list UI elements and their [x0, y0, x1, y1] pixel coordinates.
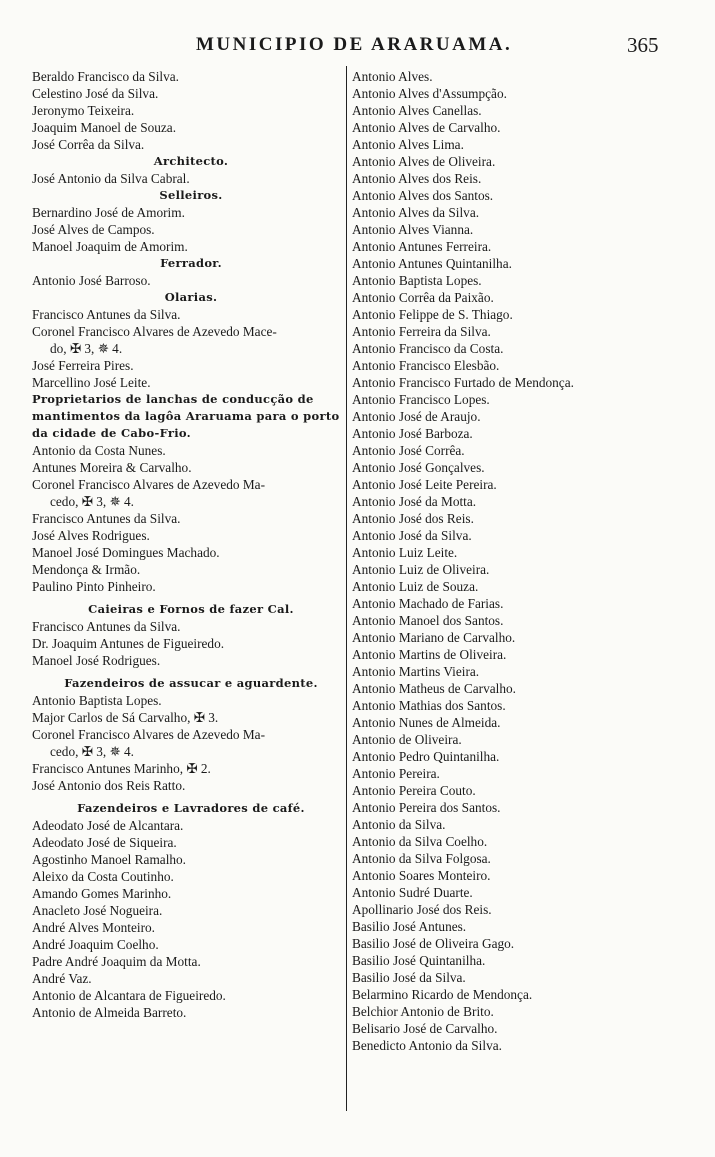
list-item: Coronel Francisco Alvares de Azevedo Mace-	[32, 324, 277, 339]
list-item: Coronel Francisco Alvares de Azevedo Ma-	[32, 477, 265, 492]
list-item: Antonio José dos Reis.	[352, 511, 474, 526]
list-item: Antonio José de Araujo.	[352, 409, 481, 424]
list-item: Antonio da Silva Coelho.	[352, 834, 488, 849]
list-item: Beraldo Francisco da Silva.	[32, 69, 179, 84]
list-item: Aleixo da Costa Coutinho.	[32, 869, 174, 884]
list-item: Antonio da Silva.	[352, 817, 446, 832]
list-item: Bernardino José de Amorim.	[32, 205, 185, 220]
list-item: Manoel José Rodrigues.	[32, 653, 161, 668]
page-header	[0, 34, 715, 60]
list-item: Antonio Mathias dos Santos.	[352, 698, 506, 713]
list-item: José Antonio dos Reis Ratto.	[32, 778, 186, 793]
list-item: Antonio Pereira dos Santos.	[352, 800, 501, 815]
list-item: Antonio Alves.	[352, 69, 433, 84]
list-item: Antonio José Corrêa.	[352, 443, 465, 458]
list-item: Belarmino Ricardo de Mendonça.	[352, 987, 533, 1002]
section-heading: Architecto.	[153, 154, 229, 168]
list-item: André Joaquim Coelho.	[32, 937, 159, 952]
list-item: Antonio Alves dos Santos.	[352, 188, 494, 203]
list-item: Antonio Francisco Elesbão.	[352, 358, 500, 373]
list-item: Antonio Alves Vianna.	[352, 222, 474, 237]
list-item: Antonio Francisco Lopes.	[352, 392, 490, 407]
list-item: Adeodato José de Siqueira.	[32, 835, 177, 850]
list-item: Major Carlos de Sá Carvalho, ✠ 3.	[32, 710, 219, 725]
section-heading: Proprietarios de lanchas de conducção de mantimentos da lagôa Araruama para o porto da cidade de Cabo-Frio.	[32, 392, 340, 440]
section-heading: Fazendeiros de assucar e aguardente.	[64, 676, 318, 690]
list-item: Antonio Luiz de Oliveira.	[352, 562, 490, 577]
list-item: Antonio Alves de Oliveira.	[352, 154, 496, 169]
left-column	[32, 68, 350, 1021]
list-item: Manoel Joaquim de Amorim.	[32, 239, 188, 254]
list-item: Joaquim Manoel de Souza.	[32, 120, 177, 135]
list-item: Antonio Luiz de Souza.	[352, 579, 479, 594]
list-item: Antonio Pedro Quintanilha.	[352, 749, 500, 764]
list-item: Antonio Pereira Couto.	[352, 783, 476, 798]
list-item: Celestino José da Silva.	[32, 86, 159, 101]
column-divider	[346, 66, 347, 1111]
list-item: Antonio Manoel dos Santos.	[352, 613, 504, 628]
list-item: Apollinario José dos Reis.	[352, 902, 492, 917]
list-item: Paulino Pinto Pinheiro.	[32, 579, 156, 594]
list-item: André Alves Monteiro.	[32, 920, 155, 935]
list-item: Francisco Antunes da Silva.	[32, 511, 181, 526]
list-item: José Alves Rodrigues.	[32, 528, 150, 543]
list-item: Antonio Alves d'Assumpção.	[352, 86, 507, 101]
list-item-continuation: do, ✠ 3, ✵ 4.	[50, 341, 123, 356]
list-item: Antonio Soares Monteiro.	[352, 868, 491, 883]
list-item: Antonio Alves da Silva.	[352, 205, 480, 220]
list-item: Basilio José Antunes.	[352, 919, 467, 934]
list-item: Antonio Baptista Lopes.	[352, 273, 482, 288]
list-item: Antonio José Leite Pereira.	[352, 477, 497, 492]
list-item: Jeronymo Teixeira.	[32, 103, 135, 118]
section-heading: Caieiras e Fornos de fazer Cal.	[88, 602, 294, 616]
list-item: Antonio José Gonçalves.	[352, 460, 485, 475]
list-item: Francisco Antunes Marinho, ✠ 2.	[32, 761, 211, 776]
list-item: Antonio José Barboza.	[352, 426, 473, 441]
list-item: Adeodato José de Alcantara.	[32, 818, 184, 833]
list-item: André Vaz.	[32, 971, 92, 986]
list-item: Belchior Antonio de Brito.	[352, 1004, 494, 1019]
list-item: José Alves de Campos.	[32, 222, 155, 237]
list-item: Antonio Baptista Lopes.	[32, 693, 162, 708]
section-heading: Olarias.	[164, 290, 218, 304]
list-item: Antonio Mariano de Carvalho.	[352, 630, 516, 645]
list-item: Antonio de Alcantara de Figueiredo.	[32, 988, 226, 1003]
list-item: Antunes Moreira & Carvalho.	[32, 460, 192, 475]
page-number: 365	[627, 33, 659, 57]
list-item: Francisco Antunes da Silva.	[32, 619, 181, 634]
list-item: Basilio José Quintanilha.	[352, 953, 486, 968]
list-item: José Corrêa da Silva.	[32, 137, 145, 152]
list-item: Antonio Antunes Quintanilha.	[352, 256, 512, 271]
list-item: Antonio Martins de Oliveira.	[352, 647, 507, 662]
list-item: Antonio José Barroso.	[32, 273, 151, 288]
list-item: Antonio José da Motta.	[352, 494, 477, 509]
list-item: Antonio José da Silva.	[352, 528, 472, 543]
list-item: Antonio de Almeida Barreto.	[32, 1005, 187, 1020]
list-item: Antonio Pereira.	[352, 766, 440, 781]
list-item: José Antonio da Silva Cabral.	[32, 171, 190, 186]
list-item: Francisco Antunes da Silva.	[32, 307, 181, 322]
list-item: José Ferreira Pires.	[32, 358, 134, 373]
list-item: Marcellino José Leite.	[32, 375, 151, 390]
list-item: Antonio Alves Lima.	[352, 137, 464, 152]
list-item: Belisario José de Carvalho.	[352, 1021, 498, 1036]
list-item: Antonio Francisco da Costa.	[352, 341, 504, 356]
page-title: MUNICIPIO DE ARARUAMA.	[196, 34, 513, 55]
list-item: Antonio Corrêa da Paixão.	[352, 290, 494, 305]
list-item: Antonio Matheus de Carvalho.	[352, 681, 516, 696]
list-item-continuation: cedo, ✠ 3, ✵ 4.	[50, 494, 134, 509]
list-item: Antonio Luiz Leite.	[352, 545, 458, 560]
list-item: Antonio Sudré Duarte.	[352, 885, 473, 900]
list-item: Antonio da Costa Nunes.	[32, 443, 166, 458]
list-item: Antonio Alves dos Reis.	[352, 171, 482, 186]
list-item: Benedicto Antonio da Silva.	[352, 1038, 502, 1053]
list-item: Antonio Francisco Furtado de Mendonça.	[352, 375, 574, 390]
section-heading: Fazendeiros e Lavradores de café.	[77, 801, 305, 815]
list-item: Antonio Ferreira da Silva.	[352, 324, 491, 339]
list-item: Antonio de Oliveira.	[352, 732, 462, 747]
list-item: Antonio Felippe de S. Thiago.	[352, 307, 513, 322]
right-column	[352, 68, 682, 1054]
list-item: Antonio Martins Vieira.	[352, 664, 480, 679]
list-item-continuation: cedo, ✠ 3, ✵ 4.	[50, 744, 134, 759]
list-item: Antonio Antunes Ferreira.	[352, 239, 492, 254]
list-item: Antonio Nunes de Almeida.	[352, 715, 501, 730]
list-item: Antonio Machado de Farias.	[352, 596, 504, 611]
list-item: Amando Gomes Marinho.	[32, 886, 172, 901]
section-heading: Selleiros.	[159, 188, 223, 202]
list-item: Antonio da Silva Folgosa.	[352, 851, 491, 866]
list-item: Manoel José Domingues Machado.	[32, 545, 220, 560]
list-item: Mendonça & Irmão.	[32, 562, 141, 577]
section-heading: Ferrador.	[160, 256, 222, 270]
list-item: Agostinho Manoel Ramalho.	[32, 852, 187, 867]
list-item: Coronel Francisco Alvares de Azevedo Ma-	[32, 727, 265, 742]
list-item: Anacleto José Nogueira.	[32, 903, 163, 918]
list-item: Basilio José da Silva.	[352, 970, 466, 985]
list-item: Dr. Joaquim Antunes de Figueiredo.	[32, 636, 225, 651]
list-item: Basilio José de Oliveira Gago.	[352, 936, 515, 951]
list-item: Antonio Alves Canellas.	[352, 103, 482, 118]
list-item: Padre André Joaquim da Motta.	[32, 954, 201, 969]
list-item: Antonio Alves de Carvalho.	[352, 120, 501, 135]
